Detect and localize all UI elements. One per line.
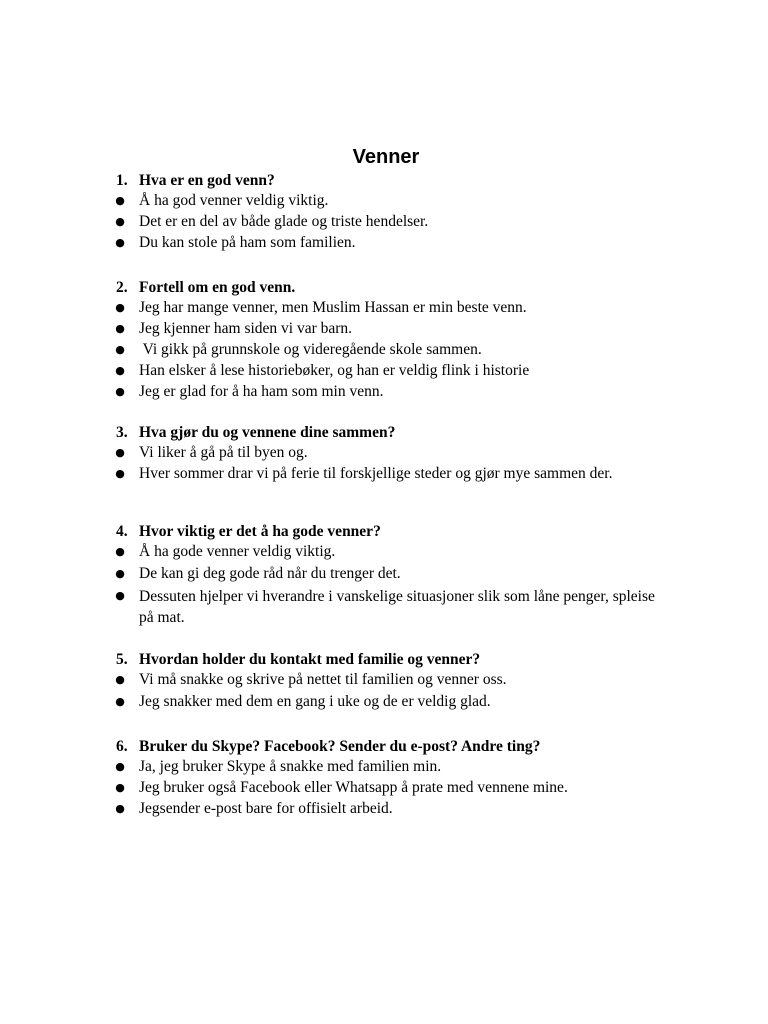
item-text: Å ha gode venner veldig viktig. <box>139 543 336 560</box>
list-item <box>0 464 768 485</box>
question-text: Hvor viktig er det å ha gode venner? <box>139 523 381 540</box>
item-text: Hver sommer drar vi på ferie til forskjellige steder og gjør mye sammen der. <box>139 465 613 482</box>
bullet-icon: ● <box>115 781 125 794</box>
item-text: Vi må snakke og skrive på nettet til familien og venner oss. <box>139 671 507 688</box>
bullet-icon: ● <box>115 236 125 249</box>
list-item <box>0 670 768 692</box>
question-text: Bruker du Skype? Facebook? Sender du e-post? Andre ting? <box>139 738 541 755</box>
section-2 <box>0 277 768 403</box>
question-number: 5. <box>116 651 128 668</box>
bullet-icon: ● <box>115 194 125 207</box>
item-text: Dessuten hjelper vi hverandre i vanskelige situasjoner slik som låne penger, spleise på mat. <box>139 588 655 626</box>
list-item <box>0 778 768 799</box>
bullet-icon: ● <box>115 301 125 314</box>
section-1 <box>0 170 768 254</box>
list-item <box>0 319 768 340</box>
item-text: Du kan stole på ham som familien. <box>139 234 356 251</box>
list-item <box>0 191 768 212</box>
item-text: Jeg bruker også Facebook eller Whatsapp å prate med vennene mine. <box>139 779 568 796</box>
item-text: Jeg har mange venner, men Muslim Hassan er min beste venn. <box>139 299 527 316</box>
item-text: De kan gi deg gode råd når du trenger det. <box>139 565 401 582</box>
list-item <box>0 542 768 564</box>
bullet-icon: ● <box>115 695 125 708</box>
list-item <box>0 586 768 630</box>
question-number: 1. <box>116 172 128 189</box>
question-text: Hva er en god venn? <box>139 172 275 189</box>
section-4 <box>0 521 768 630</box>
question-heading <box>0 521 768 542</box>
section-3 <box>0 422 768 485</box>
list-item <box>0 382 768 403</box>
list-item <box>0 692 768 714</box>
item-text: Jeg snakker med dem en gang i uke og de er veldig glad. <box>139 693 491 710</box>
question-number: 3. <box>116 424 128 441</box>
list-item <box>0 233 768 254</box>
item-text: Han elsker å lese historiebøker, og han er veldig flink i historie <box>139 362 530 379</box>
section-5 <box>0 649 768 714</box>
list-item <box>0 799 768 820</box>
question-heading <box>0 277 768 298</box>
question-heading <box>0 649 768 670</box>
bullet-icon: ● <box>115 567 125 580</box>
question-text: Fortell om en god venn. <box>139 279 296 296</box>
list-item <box>0 361 768 382</box>
bullet-icon: ● <box>115 760 125 773</box>
item-text: Å ha god venner veldig viktig. <box>139 192 329 209</box>
list-item <box>0 298 768 319</box>
item-text: Jeg kjenner ham siden vi var barn. <box>139 320 353 337</box>
bullet-icon: ● <box>115 589 125 602</box>
bullet-icon: ● <box>115 545 125 558</box>
item-text: Vi liker å gå på til byen og. <box>139 444 308 461</box>
bullet-icon: ● <box>115 322 125 335</box>
item-text: Ja, jeg bruker Skype å snakke med familien min. <box>139 758 442 775</box>
question-number: 2. <box>116 279 128 296</box>
section-6 <box>0 736 768 820</box>
list-item <box>0 212 768 233</box>
page-title: Venner <box>352 146 420 168</box>
list-item <box>0 564 768 586</box>
bullet-icon: ● <box>115 446 125 459</box>
bullet-icon: ● <box>115 215 125 228</box>
list-item <box>0 340 768 361</box>
bullet-icon: ● <box>115 802 125 815</box>
question-heading <box>0 736 768 757</box>
question-heading <box>0 422 768 443</box>
question-number: 6. <box>116 738 128 755</box>
question-heading <box>0 170 768 191</box>
item-text: Det er en del av både glade og triste hendelser. <box>139 213 429 230</box>
item-text: Vi gikk på grunnskole og videregående skole sammen. <box>139 341 482 358</box>
list-item <box>0 757 768 778</box>
item-text: Jegsender e-post bare for offisielt arbeid. <box>139 800 393 817</box>
question-number: 4. <box>116 523 128 540</box>
bullet-icon: ● <box>115 673 125 686</box>
bullet-icon: ● <box>115 467 125 480</box>
list-item <box>0 443 768 464</box>
question-text: Hva gjør du og vennene dine sammen? <box>139 424 396 441</box>
bullet-icon: ● <box>115 385 125 398</box>
bullet-icon: ● <box>115 343 125 356</box>
question-text: Hvordan holder du kontakt med familie og venner? <box>139 651 481 668</box>
bullet-icon: ● <box>115 364 125 377</box>
item-text: Jeg er glad for å ha ham som min venn. <box>139 383 384 400</box>
